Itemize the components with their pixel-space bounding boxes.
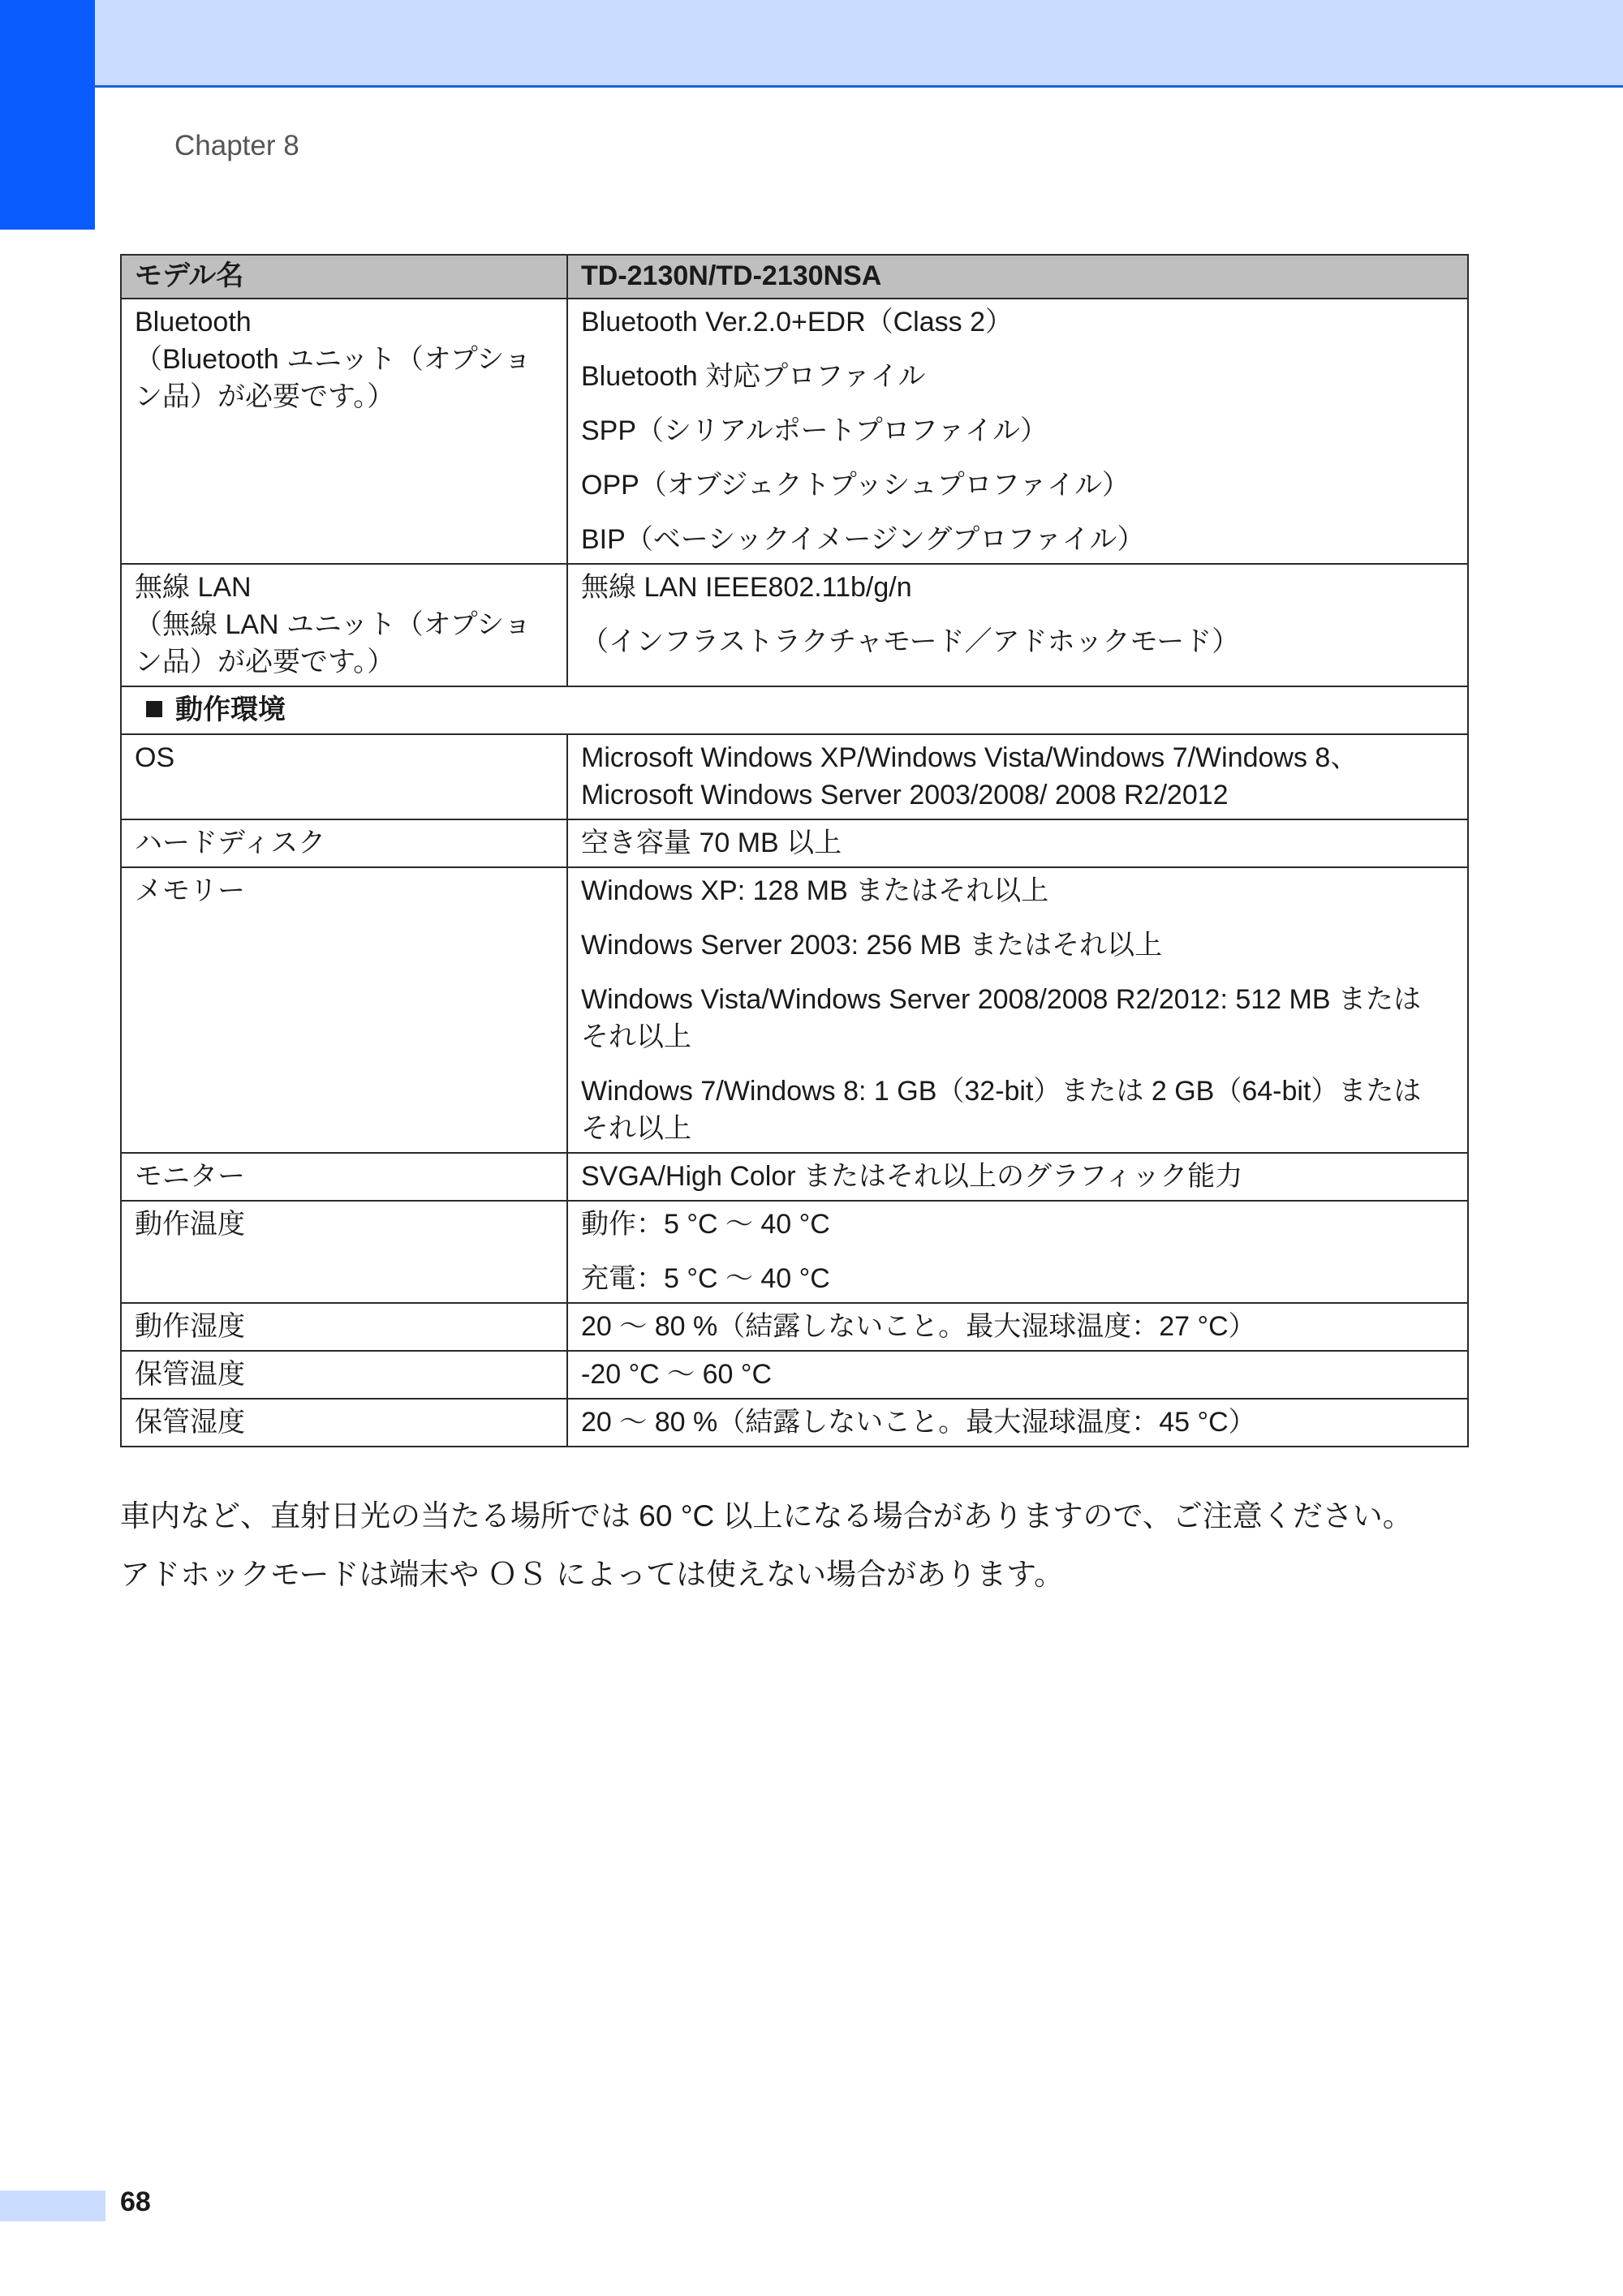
section-row: [121, 686, 1468, 734]
value-line: Windows XP: 128 MB またはそれ以上: [581, 875, 1049, 906]
value-line: （インフラストラクチャモード／アドホックモード）: [581, 626, 1240, 657]
row-value: [567, 1201, 1468, 1303]
page-number: 68: [120, 2186, 151, 2217]
table-row-bluetooth: [121, 299, 1468, 564]
value-line: 充電：5 °C ～ 40 °C: [581, 1263, 830, 1294]
row-label: [121, 299, 567, 564]
value-line: Bluetooth 対応プロファイル: [581, 361, 926, 392]
header-model-value: TD-2130N/TD-2130NSA: [567, 255, 1468, 299]
table-row-os: [121, 734, 1468, 819]
label-line: Bluetooth: [135, 307, 252, 338]
value-line: OPP（オブジェクトプッシュプロファイル）: [581, 470, 1130, 501]
row-label: OS: [121, 734, 567, 819]
value-line: Windows Server 2003: 256 MB またはそれ以上: [581, 930, 1163, 961]
table-row-hdd: [121, 819, 1468, 867]
row-label: ハードディスク: [121, 819, 567, 867]
footer-tab: [0, 2191, 105, 2221]
note-text: 車内など、直射日光の当たる場所では 60 °C 以上になる場合がありますので、ご注意ください。: [120, 1499, 1413, 1533]
row-value: [567, 564, 1468, 686]
chapter-tab: [0, 0, 95, 230]
table-row-storage-humidity: [121, 1399, 1468, 1447]
row-value: SVGA/High Color またはそれ以上のグラフィック能力: [567, 1153, 1468, 1201]
table-row-monitor: [121, 1153, 1468, 1201]
label-line: 無線 LAN: [135, 572, 252, 603]
row-label: メモリー: [121, 867, 567, 1153]
row-label: モニター: [121, 1153, 567, 1201]
row-value: 空き容量 70 MB 以上: [567, 819, 1468, 867]
note-text: アドホックモードは端末や ＯＳ によっては使えない場合があります。: [120, 1558, 1065, 1591]
square-bullet-icon: [146, 701, 162, 717]
table-header-row: [121, 255, 1468, 299]
header-model-label: モデル名: [121, 255, 567, 299]
table-row-operating-temperature: [121, 1201, 1468, 1303]
row-label: 動作湿度: [121, 1303, 567, 1351]
label-line: （無線 LAN ユニット（オプショ: [135, 609, 532, 640]
value-line: Windows 7/Windows 8: 1 GB（32-bit）または 2 GB（64-bit）または: [581, 1076, 1422, 1107]
table-row-storage-temperature: [121, 1351, 1468, 1399]
chapter-label: Chapter 8: [174, 130, 299, 161]
table-row-wlan: [121, 564, 1468, 686]
value-line: Microsoft Windows XP/Windows Vista/Windows 7/Windows 8、: [581, 742, 1358, 773]
value-line: Bluetooth Ver.2.0+EDR（Class 2）: [581, 307, 1013, 338]
row-label: 動作温度: [121, 1201, 567, 1303]
row-value: [567, 299, 1468, 564]
row-value: 20 ～ 80 %（結露しないこと。最大湿球温度：27 °C）: [567, 1303, 1468, 1351]
spec-table: [120, 254, 1469, 1447]
value-line: SPP（シリアルポートプロファイル）: [581, 415, 1048, 446]
row-label: 保管温度: [121, 1351, 567, 1399]
row-label: [121, 564, 567, 686]
value-line: それ以上: [581, 1021, 691, 1052]
row-value: 20 ～ 80 %（結露しないこと。最大湿球温度：45 °C）: [567, 1399, 1468, 1447]
label-line: ン品）が必要です。）: [135, 647, 395, 677]
value-line: それ以上: [581, 1113, 691, 1144]
table-row-memory: [121, 867, 1468, 1153]
value-line: 無線 LAN IEEE802.11b/g/n: [581, 572, 912, 603]
row-value: [567, 867, 1468, 1153]
value-line: 動作：5 °C ～ 40 °C: [581, 1209, 830, 1240]
table-row-operating-humidity: [121, 1303, 1468, 1351]
label-line: ン品）が必要です。）: [135, 381, 395, 412]
label-line: （Bluetooth ユニット（オプショ: [135, 344, 532, 375]
value-line: BIP（ベーシックイメージングプロファイル）: [581, 524, 1145, 555]
row-label: 保管湿度: [121, 1399, 567, 1447]
section-heading: [121, 686, 1468, 734]
header-band: [0, 0, 1623, 88]
row-value: -20 °C ～ 60 °C: [567, 1351, 1468, 1399]
value-line: Microsoft Windows Server 2003/2008/ 2008 R2/2012: [581, 780, 1229, 810]
row-value: [567, 734, 1468, 819]
section-title: 動作環境: [175, 694, 286, 725]
value-line: Windows Vista/Windows Server 2008/2008 R2/2012: 512 MB または: [581, 984, 1421, 1015]
